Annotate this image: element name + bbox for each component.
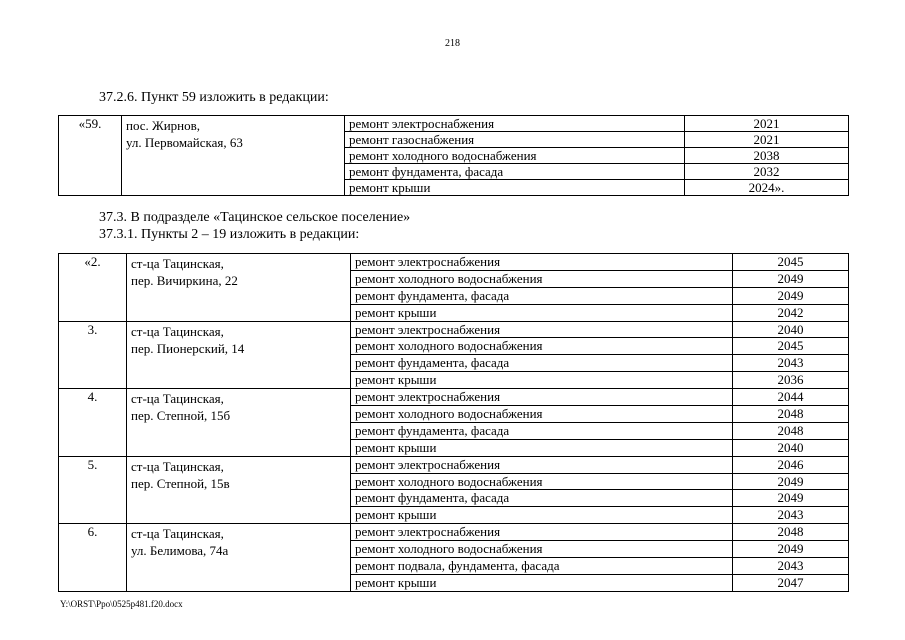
year-cell: 2043	[733, 507, 849, 524]
page-number: 218	[445, 38, 460, 49]
work-type-cell: ремонт электроснабжения	[351, 456, 733, 473]
year-cell: 2024».	[685, 180, 849, 196]
table-row	[59, 254, 849, 271]
item-group-number: 4.	[59, 389, 127, 457]
table-row	[59, 116, 849, 132]
year-cell: 2047	[733, 574, 849, 591]
address-line: ул. Белимова, 74а	[131, 543, 229, 559]
year-cell: 2036	[733, 372, 849, 389]
item-group-number: 3.	[59, 321, 127, 389]
work-type-cell: ремонт холодного водоснабжения	[351, 406, 733, 423]
work-type-cell: ремонт фундамента, фасада	[351, 490, 733, 507]
year-cell: 2048	[733, 422, 849, 439]
address-line: ул. Первомайская, 63	[126, 135, 243, 150]
work-type-cell: ремонт крыши	[351, 439, 733, 456]
work-type-cell: ремонт электроснабжения	[345, 116, 685, 132]
work-type-cell: ремонт крыши	[351, 372, 733, 389]
year-cell: 2038	[685, 148, 849, 164]
work-type-cell: ремонт электроснабжения	[351, 524, 733, 541]
table-row	[59, 524, 849, 541]
year-cell: 2048	[733, 524, 849, 541]
paragraph-37-2-6: 37.2.6. Пункт 59 изложить в редакции:	[99, 90, 329, 105]
work-type-cell: ремонт крыши	[351, 574, 733, 591]
year-cell: 2040	[733, 439, 849, 456]
address-line: ст-ца Тацинская,	[131, 391, 224, 407]
address-line: ст-ца Тацинская,	[131, 526, 224, 542]
item-group-number: 6.	[59, 524, 127, 592]
paragraph-37-3-1: 37.3.1. Пункты 2 – 19 изложить в редакции:	[99, 227, 360, 242]
year-cell: 2045	[733, 338, 849, 355]
work-type-cell: ремонт фундамента, фасада	[345, 164, 685, 180]
table-items-2-19	[58, 253, 849, 592]
table-row	[59, 456, 849, 473]
year-cell: 2040	[733, 321, 849, 338]
item-group-address	[127, 524, 351, 592]
year-cell: 2049	[733, 270, 849, 287]
work-type-cell: ремонт холодного водоснабжения	[351, 338, 733, 355]
work-type-cell: ремонт газоснабжения	[345, 132, 685, 148]
work-type-cell: ремонт подвала, фундамента, фасада	[351, 558, 733, 575]
address-line: пос. Жирнов,	[126, 118, 201, 133]
year-cell: 2045	[733, 254, 849, 271]
file-path-footer: Y:\ORST\Ppo\0525p481.f20.docx	[60, 599, 183, 609]
work-type-cell: ремонт электроснабжения	[351, 321, 733, 338]
address-line: пер. Пионерский, 14	[131, 340, 245, 356]
address-line: пер. Степной, 15б	[131, 408, 231, 424]
item-group-number: 5.	[59, 456, 127, 524]
work-type-cell: ремонт холодного водоснабжения	[351, 541, 733, 558]
work-type-cell: ремонт фундамента, фасада	[351, 287, 733, 304]
table-item-59	[58, 115, 849, 196]
item-59-address	[122, 116, 345, 196]
item-group-address	[127, 389, 351, 457]
item-group-address	[127, 254, 351, 322]
year-cell: 2043	[733, 558, 849, 575]
year-cell: 2021	[685, 132, 849, 148]
work-type-cell: ремонт электроснабжения	[351, 254, 733, 271]
year-cell: 2049	[733, 473, 849, 490]
work-type-cell: ремонт холодного водоснабжения	[345, 148, 685, 164]
work-type-cell: ремонт крыши	[345, 180, 685, 196]
address-line: пер. Степной, 15в	[131, 475, 230, 491]
work-type-cell: ремонт фундамента, фасада	[351, 422, 733, 439]
work-type-cell: ремонт холодного водоснабжения	[351, 270, 733, 287]
work-type-cell: ремонт холодного водоснабжения	[351, 473, 733, 490]
table-row	[59, 389, 849, 406]
address-line: ст-ца Тацинская,	[131, 458, 224, 474]
table-row	[59, 321, 849, 338]
year-cell: 2042	[733, 304, 849, 321]
item-group-address	[127, 456, 351, 524]
paragraph-37-3: 37.3. В подразделе «Тацинское сельское поселение»	[99, 210, 411, 225]
item-group-address	[127, 321, 351, 389]
year-cell: 2048	[733, 406, 849, 423]
address-line: ст-ца Тацинская,	[131, 256, 224, 271]
year-cell: 2049	[733, 490, 849, 507]
year-cell: 2044	[733, 389, 849, 406]
item-59-number: «59.	[59, 116, 122, 196]
year-cell: 2021	[685, 116, 849, 132]
work-type-cell: ремонт фундамента, фасада	[351, 355, 733, 372]
year-cell: 2046	[733, 456, 849, 473]
work-type-cell: ремонт электроснабжения	[351, 389, 733, 406]
address-line: пер. Вичиркина, 22	[131, 273, 238, 288]
address-line: ст-ца Тацинская,	[131, 323, 224, 339]
work-type-cell: ремонт крыши	[351, 304, 733, 321]
item-group-number: «2.	[59, 254, 127, 322]
year-cell: 2049	[733, 541, 849, 558]
year-cell: 2043	[733, 355, 849, 372]
year-cell: 2032	[685, 164, 849, 180]
work-type-cell: ремонт крыши	[351, 507, 733, 524]
year-cell: 2049	[733, 287, 849, 304]
